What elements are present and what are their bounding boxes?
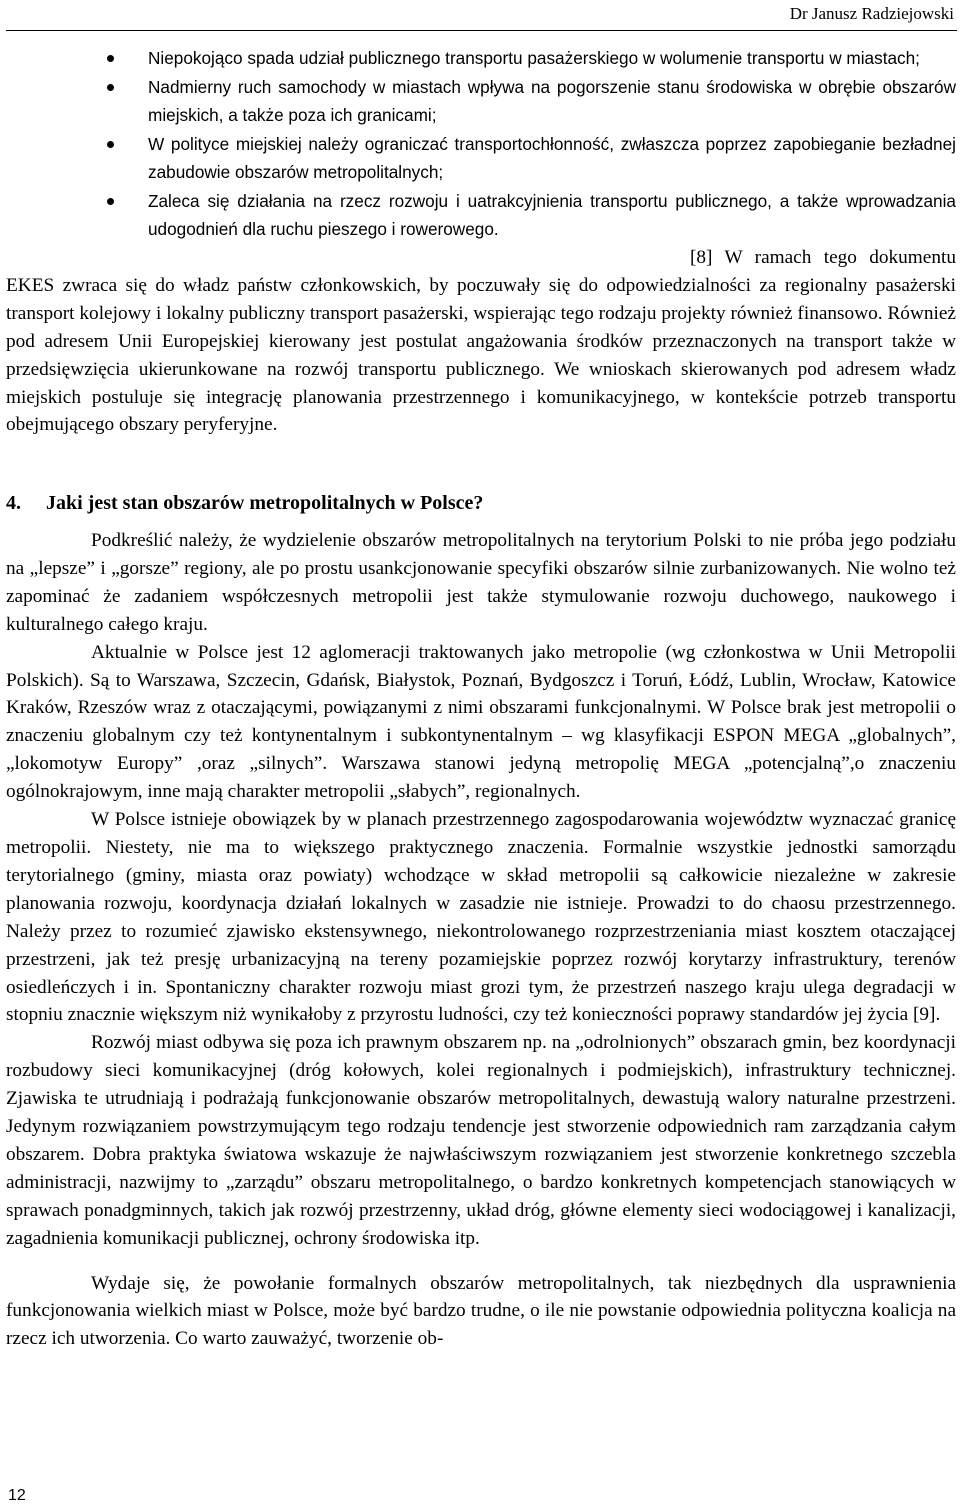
section-heading — [6, 492, 483, 515]
body-block-upper — [6, 244, 956, 439]
section-title: Jaki jest stan obszarów metropolitalnych w Polsce? — [46, 492, 484, 514]
bullet-item: Nadmierny ruch samochody w miastach wpływa na pogorszenie stanu środowiska w obrębie obszarów miejskich, a także poza ich granicami; — [104, 73, 956, 130]
bullet-item: Zaleca się działania na rzecz rozwoju i uatrakcyjnienia transportu publicznego, a także wprowadzania udogodnień dla ruchu pieszego i rowerowego. — [104, 187, 956, 244]
paragraph: Podkreślić należy, że wydzielenie obszarów metropolitalnych na terytorium Polski to nie próba jego podziału na „lepsze” i „gorsze” regiony, ale po prostu usankcjonowanie specyfiki obszarów silnie zurbanizowanych. Nie wolno też zapominać że zadaniem współczesnych metropolii jest także stymulowanie rozwoju duchowego, naukowego i kulturalnego całego kraju. — [6, 530, 956, 635]
bullet-icon — [107, 84, 114, 91]
bullet-icon — [107, 198, 114, 205]
page-number: 12 — [8, 1487, 26, 1504]
paragraph: Aktualnie w Polsce jest 12 aglomeracji traktowanych jako metropolie (wg członkostwa w Unii Metropolii Polskich). Są to Warszawa, Szczecin, Gdańsk, Białystok, Poznań, Bydgoszcz i Toruń, Łódź, Lublin, Wrocław, Katowice Kraków, Rzeszów wraz z otaczającymi, powiązanymi z nimi obszarami funkcjonalnymi. W Polsce brak jest metropolii o znaczeniu globalnym czy też kontynentalnym i subkontynentalnym – wg klasyfikacji ESPON MEGA „globalnych”, „lokomotyw Europy” ,oraz „silnych”. Warszawa stanowi jedyną metropolię MEGA „potencjalną”,o znaczeniu ogólnokrajowym, inne mają charakter metropolii „słabych”, regionalnych. — [6, 641, 956, 803]
bullet-list — [104, 44, 956, 244]
paragraph-after-bullets: [8] W ramach tego dokumentu EKES zwraca się do władz państw członkowskich, by poczuwały się do odpowiedzialności za regionalny pasażerski transport kolejowy i lokalny publiczny transport pasażerski, wspierając tego rodzaju projekty również finansowo. Również pod adresem Unii Europejskiej kierowany jest postulat angażowania środków przeznaczonych na transport także w przedsięwzięcia ukierunkowane na rozwój transportu publicznego. We wnioskach skierowanych pod adresem władz miejskich postuluje się integrację planowania przestrzennego i komunikacyjnego, w kontekście potrzeb transportu obejmującego obszary peryferyjne. — [6, 247, 956, 436]
paragraph: Rozwój miast odbywa się poza ich prawnym obszarem np. na „odrolnionych” obszarach gmin, bez koordynacji rozbudowy sieci komunikacyjnej (dróg kołowych, kolei regionalnych i podmiejskich), infrastruktury technicznej. Zjawiska te utrudniają i podrażają funkcjonowanie obszarów metropolitalnych, dewastują walory naturalne przestrzeni. Jedynym rozwiązaniem powstrzymującym tego rodzaju tendencje jest stworzenie odpowiednich ram zarządzania całym obszarem. Dobra praktyka światowa wskazuje że najwłaściwszym rozwiązaniem jest stworzenie konkretnego szczebla administracji, nazwijmy to „zarządu” obszaru metropolitalnego, o bardzo konkretnych kompetencjach stanowiących w sprawach ponadgminnych, takich jak rozwój przestrzenny, układ dróg, główne elementy sieci wodociągowej i kanalizacji, zagadnienia komunikacji publicznej, ochrony środowiska itp. — [6, 1032, 956, 1249]
body-block-main — [6, 527, 956, 1353]
bullet-icon — [107, 55, 114, 62]
paragraph: W Polsce istnieje obowiązek by w planach przestrzennego zagospodarowania województw wyznaczać granicę metropolii. Niestety, nie ma to większego praktycznego znaczenia. Formalnie wszystkie jednostki samorządu terytorialnego (gminy, miasta oraz powiaty) wchodzące w skład metropolii są całkowicie niezależne w zakresie planowania rozwoju, koordynacja działań lokalnych w zasadzie nie istnieje. Prowadzi to do chaosu przestrzennego. Należy przez to rozumieć zjawisko ekstensywnego, niekontrolowanego rozprzestrzeniania miast kosztem otaczającej przestrzeni, jak też presję urbanizacyjną na tereny pozamiejskie poprzez rozwój korytarzy infrastruktury, terenów osiedleńczych i in. Spontaniczny charakter rozwoju miast grozi tym, że przestrzeń naszego kraju ulega degradacji w stopniu znacznie większym niż wynikałoby z przyrostu ludności, czy też konieczności poprawy standardów jej życia [9]. — [6, 809, 956, 1026]
bullet-item: W polityce miejskiej należy ograniczać transportochłonność, zwłaszcza poprzez zapobieganie bezładnej zabudowie obszarów metropolitalnych; — [104, 130, 956, 187]
header-rule — [6, 30, 957, 31]
section-number: 4. — [6, 492, 21, 514]
paragraph: Wydaje się, że powołanie formalnych obszarów metropolitalnych, tak niezbędnych dla usprawnienia funkcjonowania wielkich miast w Polsce, może być bardzo trudne, o ile nie powstanie odpowiednia polityczna koalicja na rzecz ich utworzenia. Co warto zauważyć, tworzenie ob- — [6, 1272, 956, 1350]
bullet-item: Niepokojąco spada udział publicznego transportu pasażerskiego w wolumenie transportu w miastach; — [104, 44, 956, 73]
header-author: Dr Janusz Radziejowski — [789, 4, 954, 23]
bullet-icon — [107, 141, 114, 148]
